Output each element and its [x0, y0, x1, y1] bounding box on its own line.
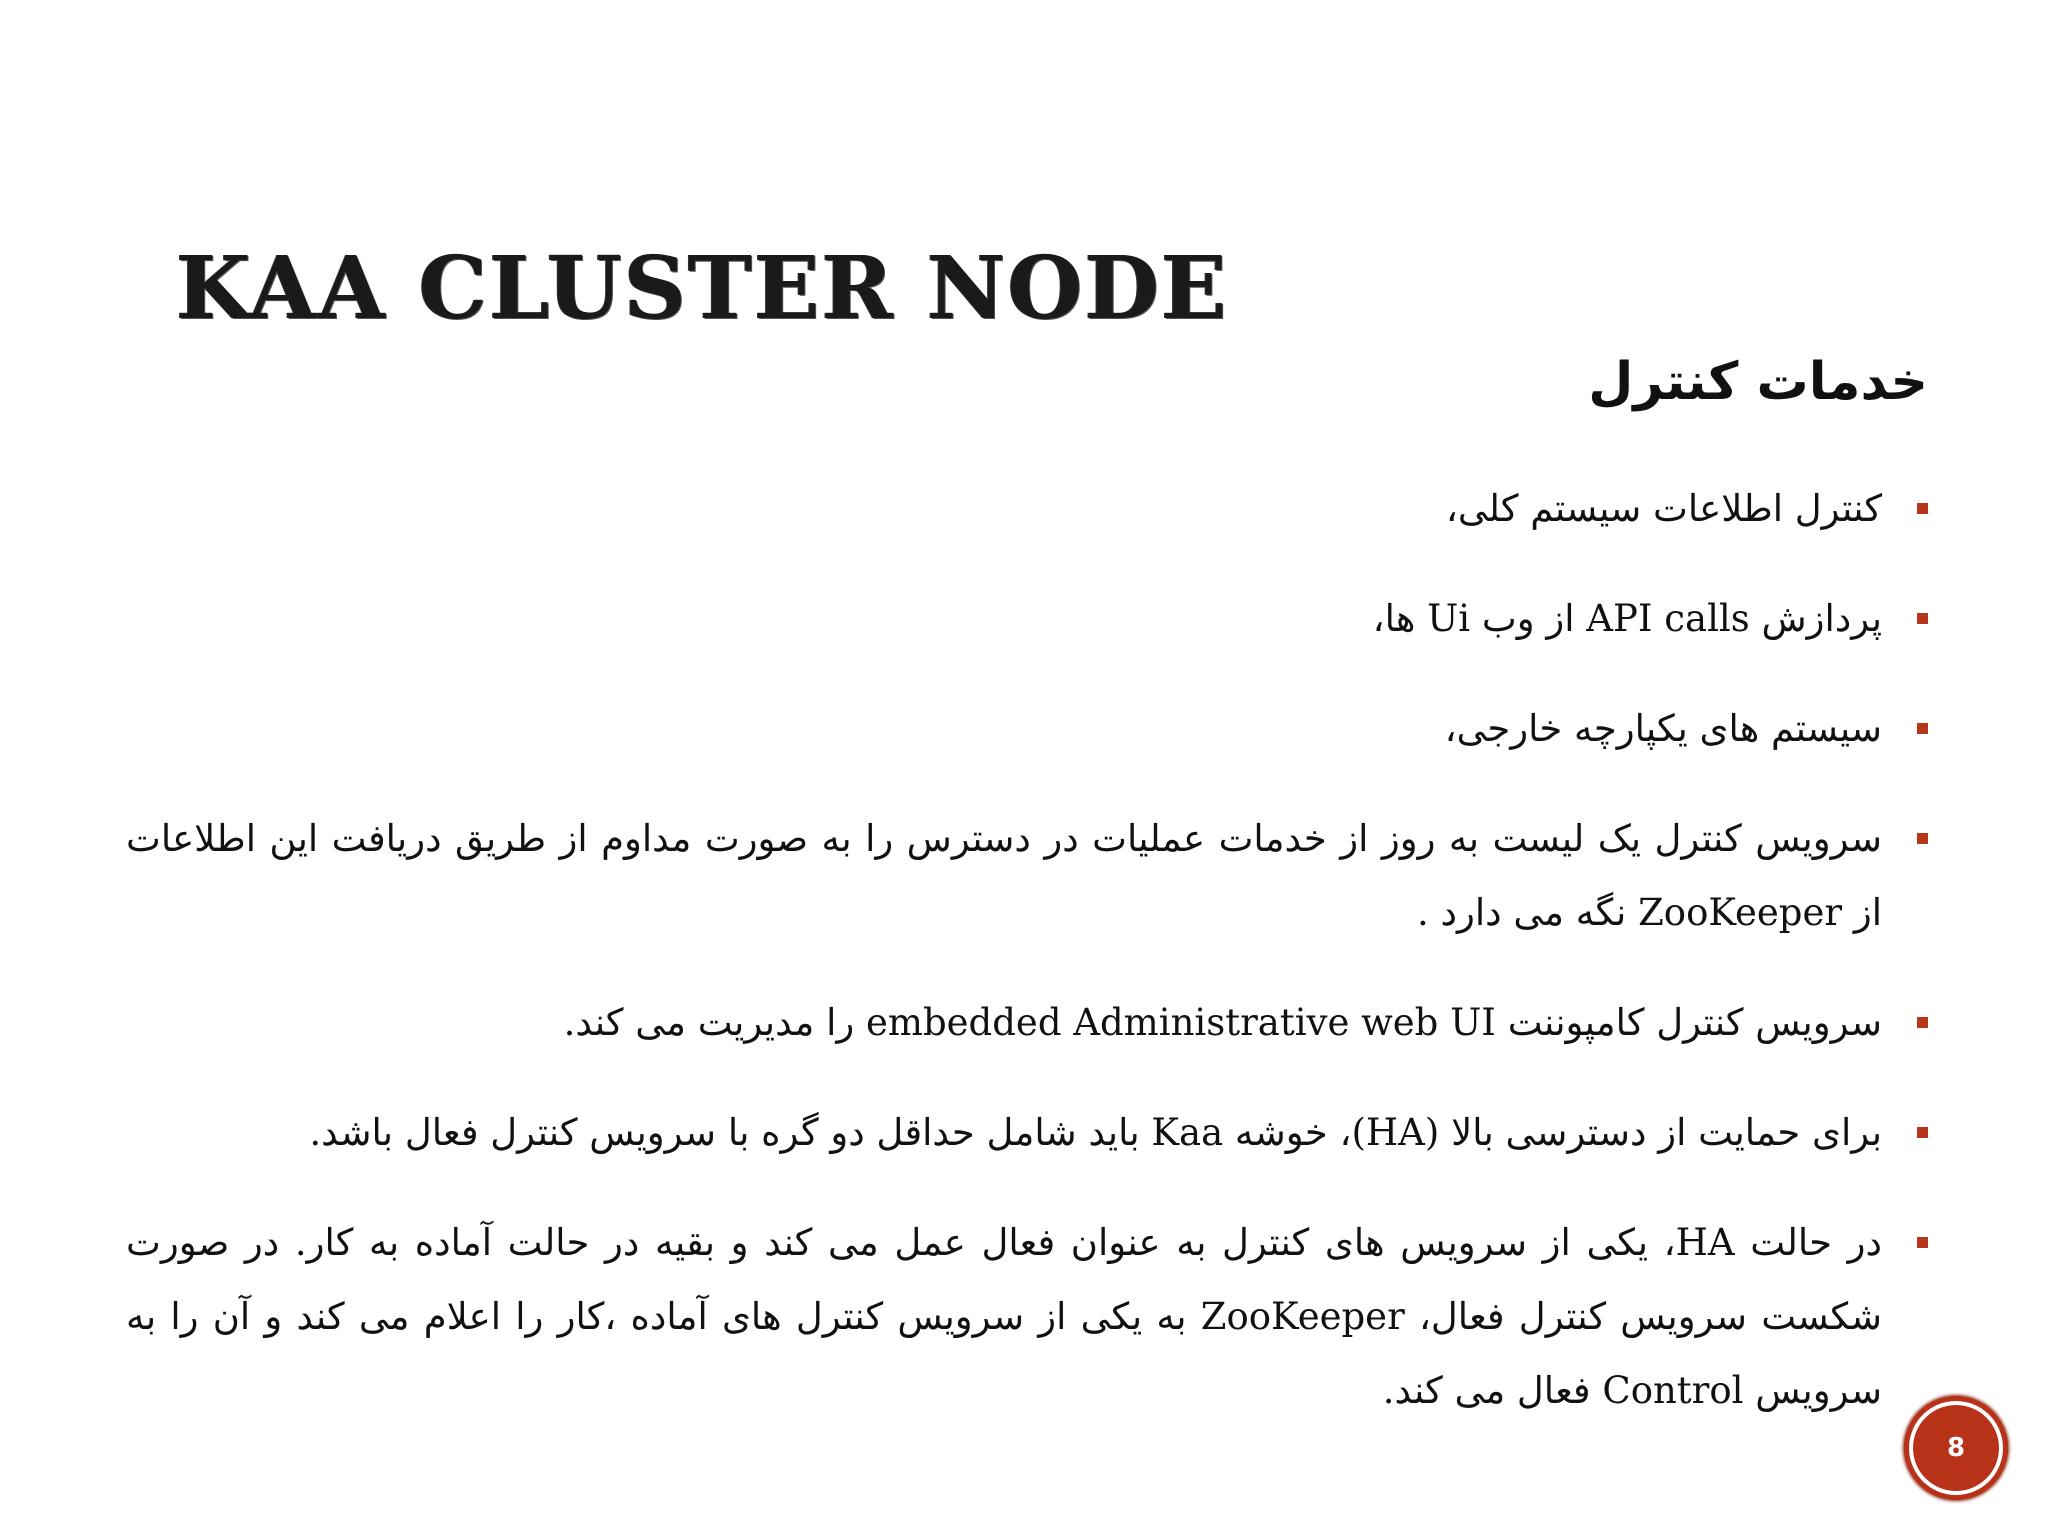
bullet-item [126, 1096, 1928, 1170]
bullet-item [126, 1206, 1928, 1428]
section-heading: خدمات کنترل [1588, 352, 1928, 412]
slide-title: KAA CLUSTER NODE [176, 238, 1229, 339]
page-number-badge [1909, 1401, 2003, 1495]
bullet-item [126, 582, 1928, 656]
bullet-text: کنترل اطلاعات سیستم کلی، [1445, 487, 1882, 530]
bullet-text: برای حمایت از دسترسی بالا (HA)، خوشه Kaa باید شامل حداقل دو گره با سرویس کنترل فعال باشد. [309, 1111, 1882, 1154]
bullet-item [126, 692, 1928, 766]
square-bullet-icon [1917, 1017, 1928, 1028]
bullet-text: سرویس کنترل کامپوننت embedded Administrative web UI را مدیریت می کند. [563, 1001, 1882, 1044]
page-number: 8 [1946, 1433, 1966, 1463]
bullet-item [126, 472, 1928, 546]
square-bullet-icon [1917, 613, 1928, 624]
square-bullet-icon [1917, 723, 1928, 734]
bullet-text: سرویس کنترل یک لیست به روز از خدمات عملیات در دسترس را به صورت مداوم از طریق دریافت این اطلاعات از ZooKeeper نگه می دارد . [126, 817, 1882, 934]
square-bullet-icon [1917, 1127, 1928, 1138]
square-bullet-icon [1917, 503, 1928, 514]
bullet-item [126, 986, 1928, 1060]
bullet-text: پردازش API calls از وب Ui ها، [1372, 597, 1882, 640]
bullet-text: در حالت HA، یکی از سرویس های کنترل به عنوان فعال عمل می کند و بقیه در حالت آماده به کار. در صورت شکست سرویس کنترل فعال، ZooKeeper به یکی از سرویس کنترل های آماده ،کار را اعلام می کند و آن را به سرویس Control فعال می کند. [126, 1221, 1882, 1412]
bullet-list [126, 472, 1928, 1428]
bullet-item [126, 802, 1928, 950]
bullet-text: سیستم های یکپارچه خارجی، [1444, 707, 1882, 750]
square-bullet-icon [1917, 1237, 1928, 1248]
square-bullet-icon [1917, 833, 1928, 844]
